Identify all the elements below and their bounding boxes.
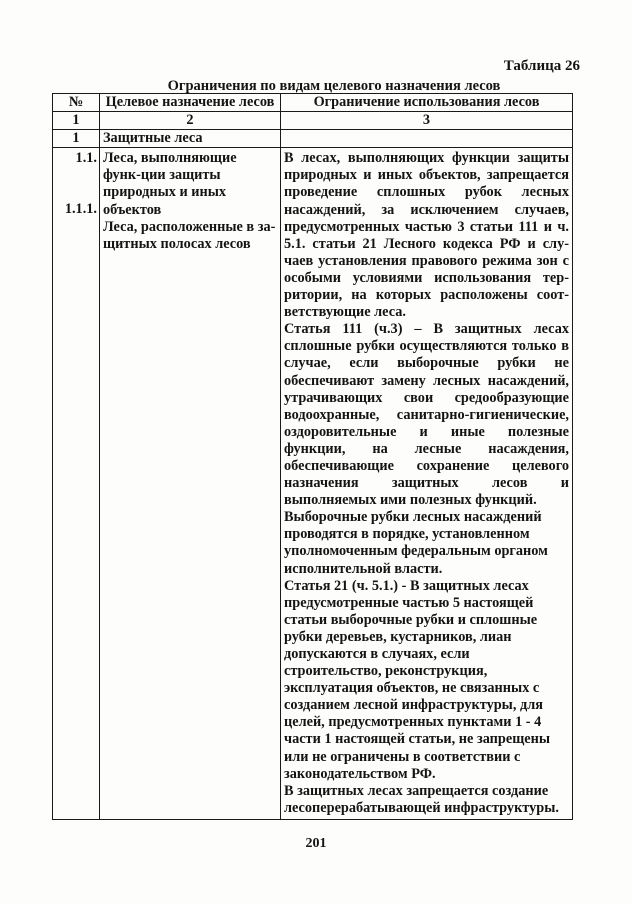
header-row <box>53 94 573 112</box>
group-number: 1 <box>53 130 100 148</box>
table-caption: Ограничения по видам целевого назначения лесов <box>167 78 501 94</box>
group-row <box>53 130 573 148</box>
header-restriction: Ограничение использования лесов <box>281 94 573 112</box>
restriction-paragraph: В защитных лесах запрещается создание лесоперерабатывающей инфраструктуры. <box>284 782 559 816</box>
row-number: 1.1. <box>75 150 97 167</box>
restrictions-table <box>52 93 573 820</box>
spacer <box>56 167 97 201</box>
header-number: № <box>53 94 100 112</box>
restriction-paragraph: Выборочные рубки лесных насаждений проводятся в порядке, установленном уполномоченным федеральным органом исполнительной власти. <box>284 509 548 577</box>
restriction-paragraph: Статья 111 (ч.3) – В защитных лесах сплошные рубки осуществляются только в случае, если выборочные рубки не обеспечивают замену лесных насаждений, утрачивающих свои средообразующие водоохранные, санитарно-гигиенические, оздоровительные и иные полезные функции, на лесные насаждения, обеспечивающие сохранение целевого назначения защитных лесов и выполняемых ими полезных функций. <box>284 321 569 509</box>
index-cell: 2 <box>100 112 281 130</box>
row-number-cell <box>53 148 100 820</box>
purpose-text: Леса, расположенные в за-щитных полосах лесов <box>103 218 276 252</box>
table-number: Таблица 26 <box>503 58 580 74</box>
page-number: 201 <box>305 836 327 851</box>
index-row <box>53 112 573 130</box>
header-purpose: Целевое назначение лесов <box>100 94 281 112</box>
restriction-paragraph: Статья 21 (ч. 5.1.) - В защитных лесах предусмотренные частью 5 настоящей статьи выборочные рубки и сплошные рубки деревьев, кустарников, лиан допускаются в случаях, если строительство, реконструкция, эксплуатация объектов, не связанных с созданием лесной инфраструктуры, для целей, предусмотренных пунктами 1 - 4 части 1 настоящей статьи, не запрещены или не ограничены в соответствии с законодательством РФ. <box>284 577 551 782</box>
group-empty-cell <box>281 130 573 148</box>
group-label: Защитные леса <box>100 130 281 148</box>
purpose-cell <box>100 148 281 820</box>
index-cell: 3 <box>281 112 573 130</box>
restriction-paragraph: В лесах, выполняющих функции защиты природных и иных объектов, запрещается проведение сплошных рубок лесных насаждений, за исключением случаев, предусмотренных частью 3 статьи 111 и ч. 5.1. статьи 21 Лесного кодекса РФ и слу-чаев установления правового режима зон с особыми условиями использования тер-ритории, на которых расположены соот-ветствующие леса. <box>284 150 569 321</box>
purpose-text: Леса, выполняющие функ-ции защиты природных и иных объектов <box>103 150 237 218</box>
index-cell: 1 <box>53 112 100 130</box>
restriction-cell <box>281 148 573 820</box>
row-number: 1.1.1. <box>64 201 97 218</box>
table-row <box>53 148 573 820</box>
